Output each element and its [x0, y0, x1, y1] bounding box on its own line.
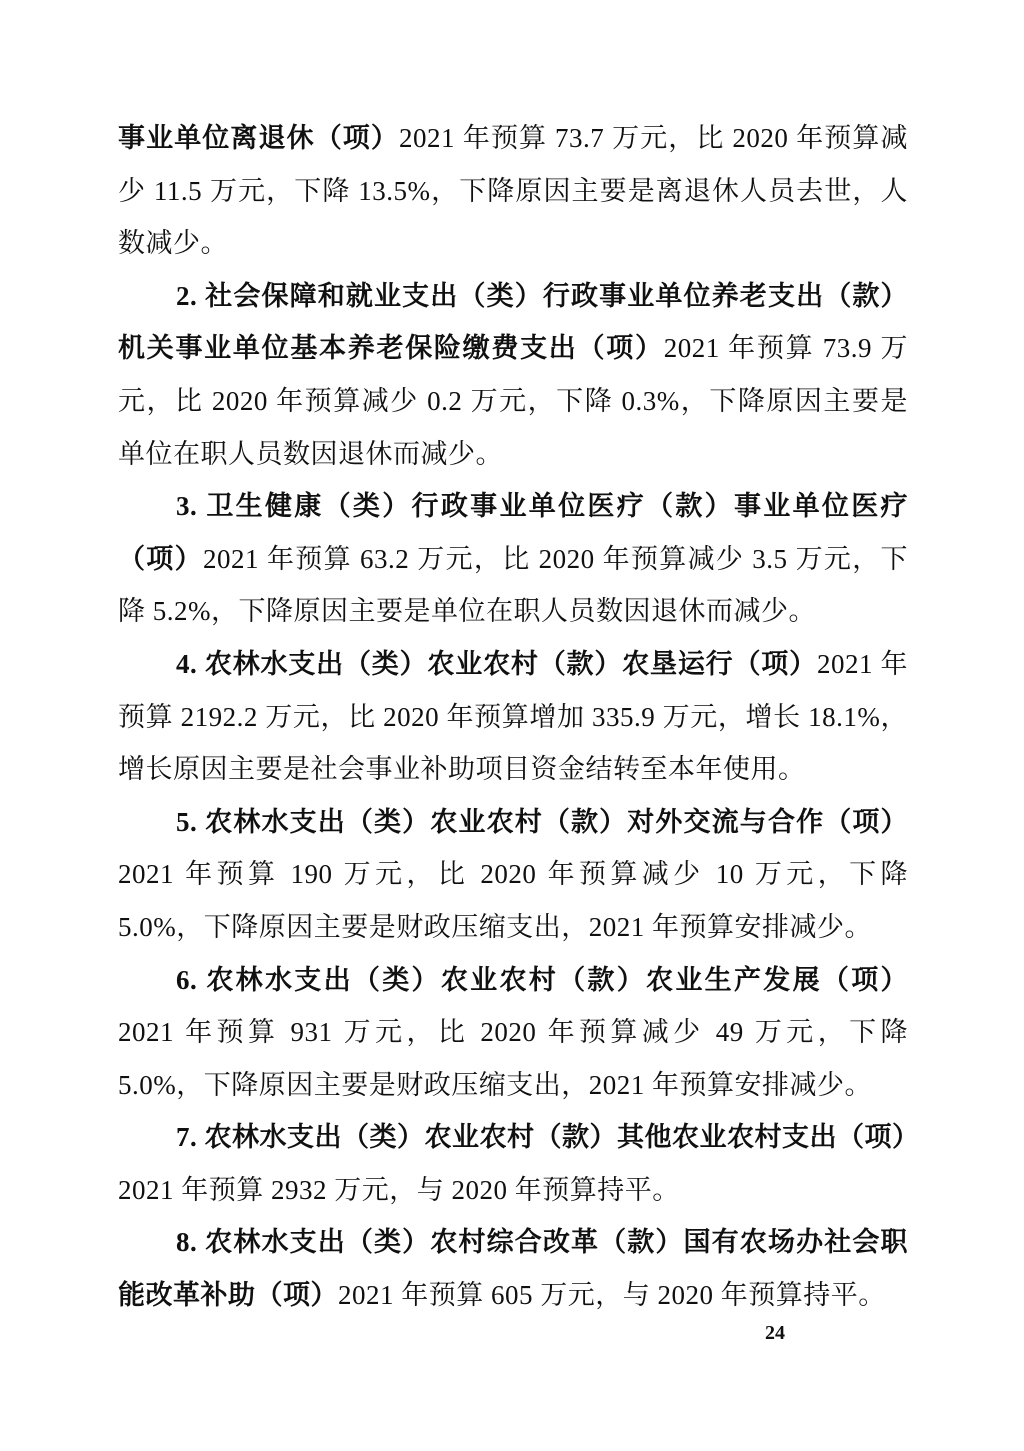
paragraph-heading: 4. 农林水支出（类）农业农村（款）农垦运行（项） — [176, 648, 817, 679]
paragraph — [118, 112, 908, 270]
paragraph-heading: 3. 卫生健康（类）行政事业单位医疗（款）事业单位医疗（项） — [118, 491, 908, 574]
paragraph — [118, 796, 908, 954]
paragraph-heading: 事业单位离退休（项） — [118, 123, 399, 153]
paragraph-body: 2021 年预算 73.9 万元，比 2020 年预算减少 0.2 万元，下降 0.3%，下降原因主要是单位在职人员数因退休而减少。 — [118, 333, 909, 469]
paragraph-heading: 2. 社会保障和就业支出（类）行政事业单位养老支出（款）机关事业单位基本养老保险缴费支出（项） — [118, 280, 908, 364]
paragraph-body: 2021 年预算 190 万元，比 2020 年预算减少 10 万元，下降 5.0%，下降原因主要是财政压缩支出，2021 年预算安排减少。 — [118, 859, 908, 942]
paragraph-heading: 6. 农林水支出（类）农业农村（款）农业生产发展（项） — [176, 964, 908, 995]
paragraph-heading: 8. 农林水支出（类）农村综合改革（款）国有农场办社会职能改革补助（项） — [118, 1227, 908, 1311]
page-number: 24 — [765, 1322, 785, 1344]
document-text-block — [118, 112, 920, 1322]
paragraph-body: 2021 年预算 931 万元，比 2020 年预算减少 49 万元，下降 5.0%，下降原因主要是财政压缩支出，2021 年预算安排减少。 — [118, 1017, 908, 1100]
paragraph-body: 2021 年预算 2192.2 万元，比 2020 年预算增加 335.9 万元，增长 18.1%，增长原因主要是社会事业补助项目资金结转至本年使用。 — [118, 648, 909, 785]
paragraph — [118, 954, 908, 1112]
paragraph-body: 2021 年预算 2932 万元，与 2020 年预算持平。 — [118, 1174, 680, 1205]
paragraph-heading: 5. 农林水支出（类）农业农村（款）对外交流与合作（项） — [176, 806, 908, 837]
paragraph — [118, 1111, 920, 1216]
paragraph — [118, 638, 908, 796]
paragraph-heading: 7. 农林水支出（类）农业农村（款）其他农业农村支出（项） — [176, 1122, 920, 1153]
paragraph-body: 2021 年预算 73.7 万元，比 2020 年预算减少 11.5 万元，下降 13.5%，下降原因主要是离退休人员去世，人数减少。 — [118, 123, 908, 259]
paragraph — [118, 270, 908, 480]
paragraph — [118, 480, 908, 638]
paragraph-body: 2021 年预算 605 万元，与 2020 年预算持平。 — [338, 1280, 886, 1311]
paragraph — [118, 1216, 908, 1321]
paragraph-body: 2021 年预算 63.2 万元，比 2020 年预算减少 3.5 万元，下降 5.2%，下降原因主要是单位在职人员数因退休而减少。 — [118, 543, 909, 627]
